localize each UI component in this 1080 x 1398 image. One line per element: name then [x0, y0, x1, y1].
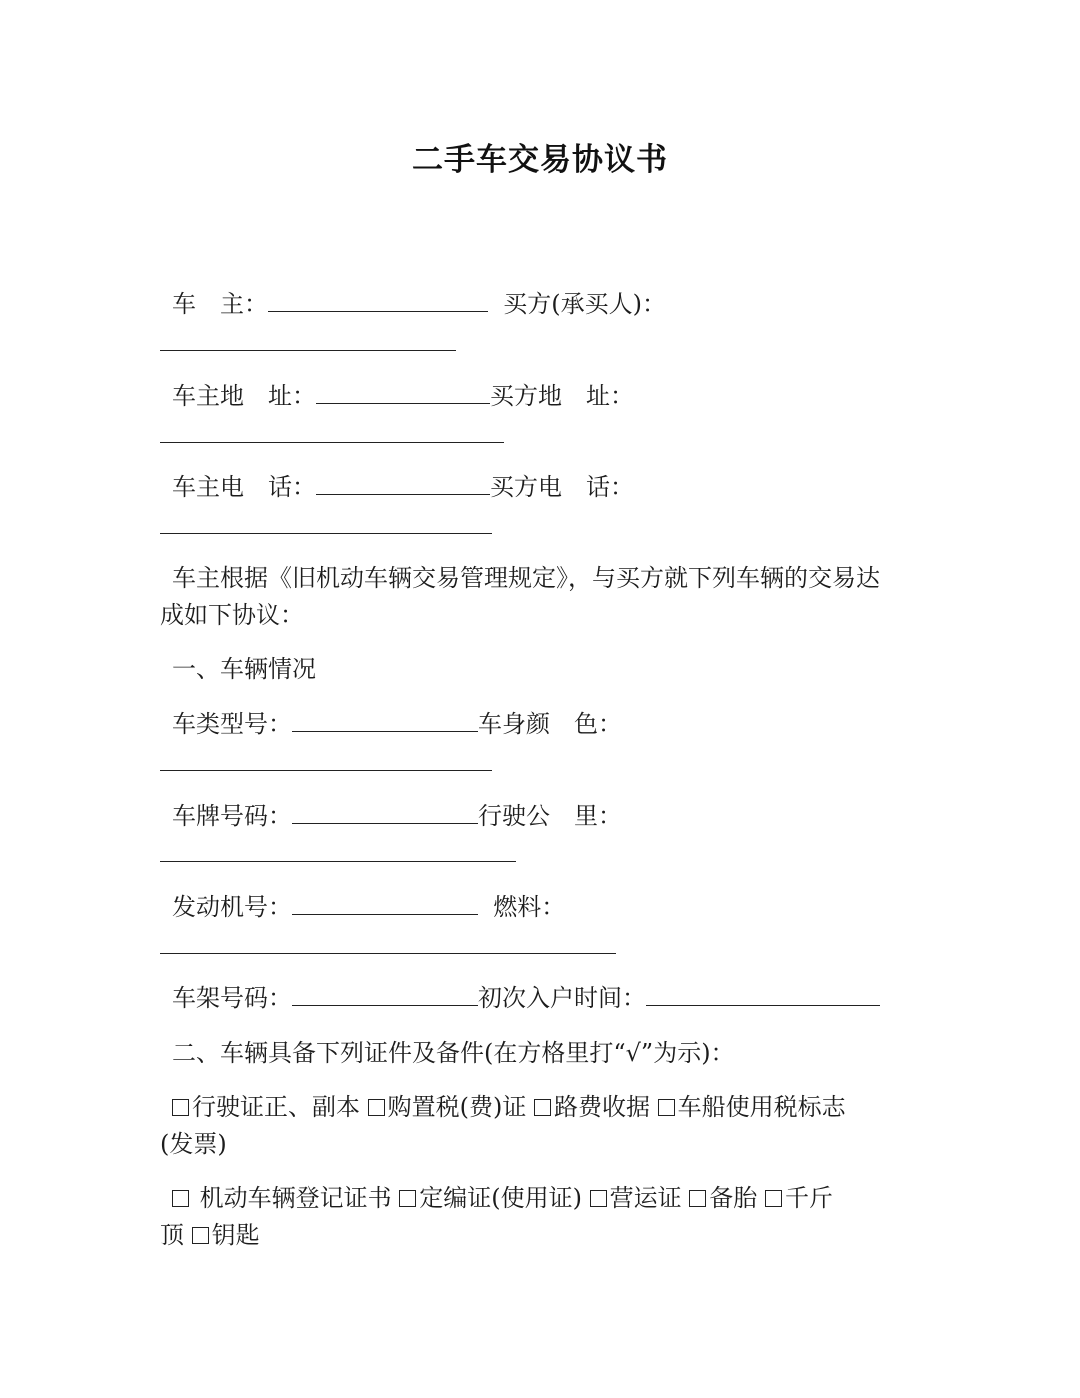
checkbox[interactable] [534, 1099, 551, 1116]
fuel-label: 燃料： [493, 893, 566, 921]
checkbox[interactable] [765, 1190, 782, 1207]
checkbox[interactable] [192, 1227, 209, 1244]
owner-blank[interactable] [268, 289, 488, 312]
checklist-item: 备胎 [709, 1184, 758, 1212]
plate-blank[interactable] [292, 801, 478, 824]
checklist-item-cont: 顶 [160, 1221, 184, 1249]
section1-heading: 一、车辆情况 [172, 655, 316, 683]
checklist-item: 购置税(费)证 [387, 1093, 527, 1121]
buyer-label: 买方(承买人)： [503, 290, 666, 318]
mileage-label: 行驶公 里： [478, 802, 622, 830]
intro-line-2: 成如下协议： [160, 601, 304, 629]
checkbox[interactable] [689, 1190, 706, 1207]
buyer-phone-label: 买方电 话： [490, 473, 634, 501]
frame-firstreg-row [172, 982, 880, 1014]
owner-buyer-row [172, 288, 666, 320]
frame-blank[interactable] [292, 983, 478, 1006]
owner-phone-blank[interactable] [316, 472, 490, 495]
plate-label: 车牌号码： [172, 802, 292, 830]
checkbox[interactable] [399, 1190, 416, 1207]
first-reg-label: 初次入户时间： [478, 984, 646, 1012]
checklist-row-1 [172, 1091, 846, 1123]
owner-address-label: 车主地 址： [172, 382, 316, 410]
buyer-address-blank[interactable] [160, 442, 504, 443]
checklist-row-2 [172, 1182, 833, 1214]
checklist-item: 车船使用税标志 [677, 1093, 846, 1121]
checklist-item: 路费收据 [554, 1093, 651, 1121]
plate-mileage-row [172, 800, 622, 832]
mileage-blank[interactable] [160, 861, 516, 862]
model-blank[interactable] [292, 709, 478, 732]
engine-blank[interactable] [292, 892, 478, 915]
buyer-blank[interactable] [160, 350, 456, 351]
model-label: 车类型号： [172, 710, 292, 738]
checklist-item: 机动车辆登记证书 [199, 1184, 392, 1212]
first-reg-blank[interactable] [646, 983, 880, 1006]
buyer-address-label: 买方地 址： [490, 382, 634, 410]
checklist-item: 营运证 [609, 1184, 682, 1212]
fuel-blank[interactable] [160, 953, 616, 954]
checklist-item: 定编证(使用证) [419, 1184, 583, 1212]
engine-fuel-row [172, 891, 565, 923]
owner-address-blank[interactable] [316, 381, 490, 404]
checklist-item: 钥匙 [211, 1221, 260, 1249]
engine-label: 发动机号： [172, 893, 292, 921]
frame-label: 车架号码： [172, 984, 292, 1012]
checkbox[interactable] [172, 1099, 189, 1116]
color-blank[interactable] [160, 770, 492, 771]
intro-line-1: 车主根据《旧机动车辆交易管理规定》，与买方就下列车辆的交易达 [172, 564, 880, 592]
color-label: 车身颜 色： [478, 710, 622, 738]
owner-phone-label: 车主电 话： [172, 473, 316, 501]
checklist-row-2-cont [160, 1219, 260, 1251]
owner-label: 车 主： [172, 290, 268, 318]
address-row [172, 380, 634, 412]
checklist-item: 行驶证正、副本 [192, 1093, 360, 1121]
phone-row [172, 471, 634, 503]
buyer-phone-blank[interactable] [160, 533, 492, 534]
checkbox[interactable] [368, 1099, 385, 1116]
section2-heading: 二、车辆具备下列证件及备件(在方格里打“√”为示)： [172, 1039, 735, 1067]
model-color-row [172, 708, 622, 740]
checklist-item: 千斤 [784, 1184, 833, 1212]
checkbox[interactable] [658, 1099, 675, 1116]
checklist-row-1-cont: (发票) [160, 1130, 227, 1158]
document-title: 二手车交易协议书 [412, 142, 668, 178]
checkbox[interactable] [590, 1190, 607, 1207]
checkbox[interactable] [172, 1190, 189, 1207]
